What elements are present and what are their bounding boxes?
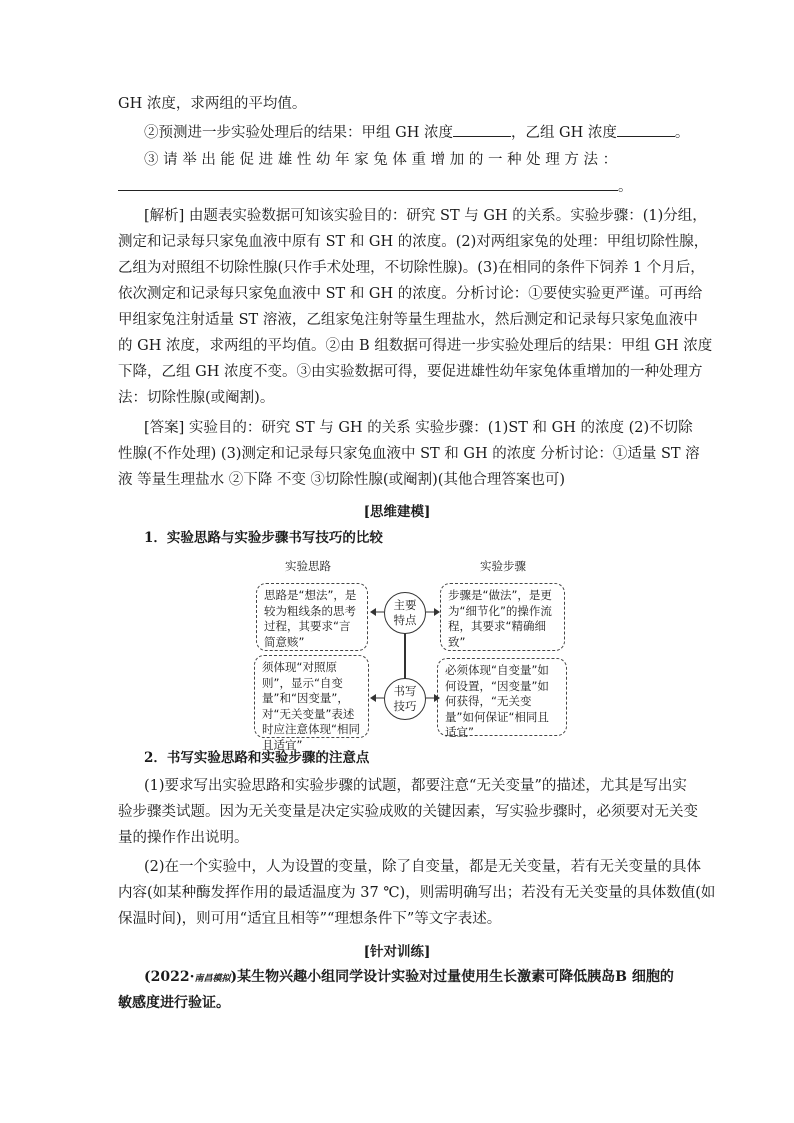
question-line: ③ 请 举 出 能 促 进 雄 性 幼 年 家 兔 体 重 增 加 的 一 种 处 理 方 法 ： [144,152,618,168]
analysis-line: 的 GH 浓度，求两组的平均值。②由 B 组数据可得进一步实验处理后的结果：甲组 GH 浓度 [118,338,713,354]
note-line: 量的操作作出说明。 [118,830,249,846]
section-title: [针对训练] [363,944,431,960]
predict-line [144,122,689,143]
text-fragment: ，乙组 GH 浓度 [510,125,617,141]
circle-main-features: 主要 特点 [384,592,426,634]
analysis-line: 依次测定和记录每只家兔血液中 ST 和 GH 的浓度。分析讨论：①要使实验更严谨。可再给 [118,286,703,302]
training-line [144,967,674,989]
note-line: 保温时间)，则可用“适宜且相等”“理想条件下”等文字表述。 [118,911,502,927]
text-fragment: ②预测进一步实验处理后的结果：甲组 GH 浓度 [144,125,453,141]
answer-blank [118,176,618,191]
note-line: 验步骤类试题。因为无关变量是决定实验成败的关键因素，写实验步骤时，必须要对无关变 [118,804,698,820]
heading: 1．实验思路与实验步骤书写技巧的比较 [144,530,383,546]
analysis-line: [解析] 由题表实验数据可知该实验目的：研究 ST 与 GH 的关系。实验步骤：(1)分组， [144,208,707,224]
text-fragment: 。 [618,179,633,195]
diagram-label-right: 实验步骤 [480,559,526,573]
box-idea-feature: 思路是“想法”，是较为粗线条的思考过程，其要求“言简意赅” [256,583,368,651]
section-title: [思维建模] [363,504,431,520]
heading: 2．书写实验思路和实验步骤的注意点 [144,750,370,766]
answer-line: [答案] 实验目的：研究 ST 与 GH 的关系 实验步骤：(1)ST 和 GH 的浓度 (2)不切除 [144,420,693,436]
analysis-line: 下降，乙组 GH 浓度不变。③由实验数据可得，要促进雄性幼年家兔体重增加的一种处理方 [118,364,703,380]
box-step-writing: 必须体现“自变量”如何设置，“因变量”如何获得，“无关变量”如何保证“相同且适宜” [437,658,567,736]
source-tag: 南昌模拟 [194,974,231,984]
training-line: 敏感度进行验证。 [118,995,230,1011]
blank-line [118,176,633,197]
circle-writing-tips: 书写 技巧 [384,678,426,720]
year-tag: (2022· [144,969,195,985]
answer-line: 性腺(不作处理) (3)测定和记录每只家兔血液中 ST 和 GH 的浓度 分析讨论：①适量 ST 溶 [118,446,700,462]
box-idea-writing: 须体现“对照原则”，显示“自变量”和“因变量”，对“无关变量”表述时应注意体现“相同且适宜” [254,655,369,738]
answer-line: 液 等量生理盐水 ②下降 不变 ③切除性腺(或阉割)(其他合理答案也可) [118,472,566,488]
analysis-line: 测定和记录每只家兔血液中原有 ST 和 GH 的浓度。(2)对两组家兔的处理：甲组切除性腺， [118,234,709,250]
note-line: 内容(如某种酶发挥作用的最适温度为 37 ℃)，则需明确写出；若没有无关变量的具体数值(如 [118,885,716,901]
note-line: (2)在一个实验中，人为设置的变量，除了自变量，都是无关变量，若有无关变量的具体 [144,859,702,875]
text-line: GH 浓度，求两组的平均值。 [118,96,307,112]
text-fragment: 。 [674,125,690,141]
note-line: (1)要求写出实验思路和实验步骤的试题，都要注意“无关变量”的描述，尤其是写出实 [144,778,687,794]
diagram-label-left: 实验思路 [285,559,331,573]
analysis-line: 甲组家兔注射适量 ST 溶液，乙组家兔注射等量生理盐水，然后测定和记录每只家兔血液中 [118,312,698,328]
answer-blank [453,122,511,137]
analysis-line: 法：切除性腺(或阉割)。 [118,390,275,406]
text-fragment: )某生物兴趣小组同学设计实验对过量使用生长激素可降低胰岛B 细胞的 [230,969,674,985]
analysis-line: 乙组为对照组不切除性腺(只作手术处理，不切除性腺)。(3)在相同的条件下饲养 1 个月后， [118,260,705,276]
answer-blank [617,122,675,137]
box-step-feature: 步骤是“做法”，是更为“细节化”的操作流程，其要求“精确细致” [440,583,565,651]
